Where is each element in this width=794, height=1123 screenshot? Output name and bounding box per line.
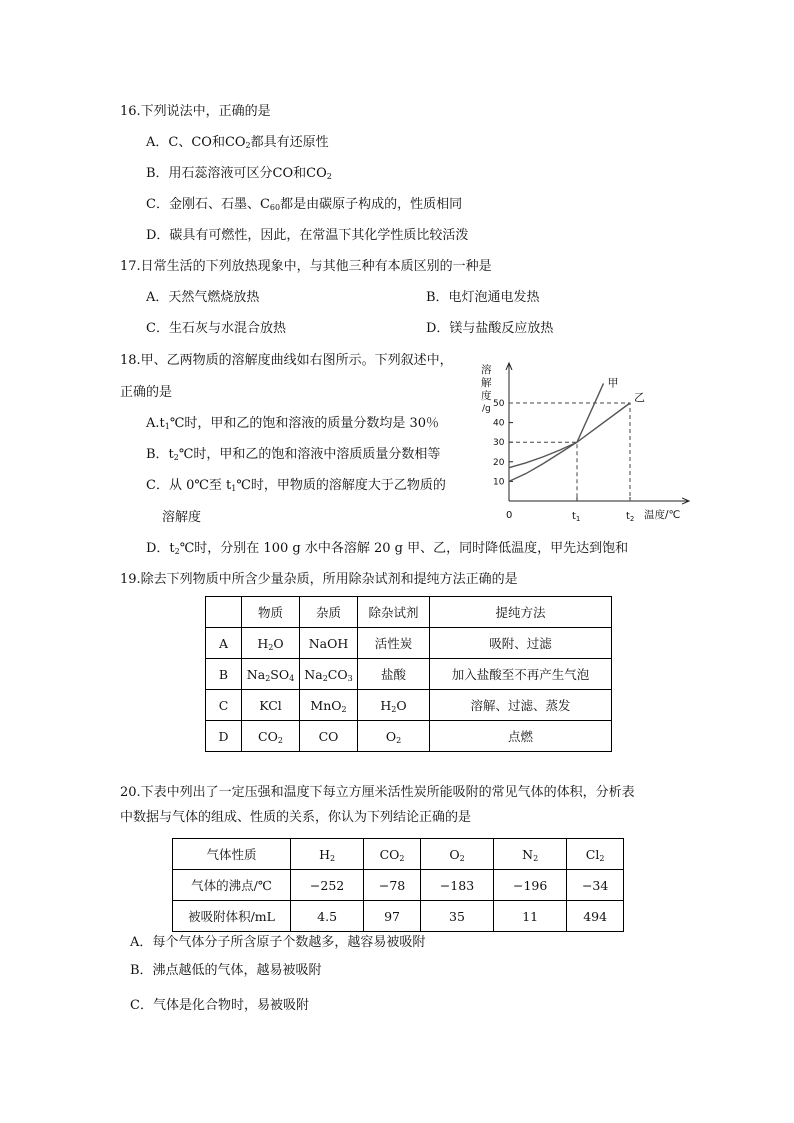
q20-gas-cell: $Cl_2$ xyxy=(567,839,624,870)
q16-option-d: D．碳具有可燃性，因此，在常温下其化学性质比较活泼 xyxy=(146,228,469,243)
q19-table-cell: $Na_2CO_3$ xyxy=(300,659,358,690)
q20-value-cell: −252 xyxy=(291,870,364,901)
q20-row-label: 被吸附体积/mL xyxy=(173,901,291,932)
q20-gas-cell: $CO_2$ xyxy=(364,839,421,870)
x-tick-t2-label: $t_2$ xyxy=(626,511,635,523)
q19-table-cell: $O_2$ xyxy=(358,721,430,752)
q20-value-cell: 494 xyxy=(567,901,624,932)
q19-table-cell: 活性炭 xyxy=(358,628,430,659)
q19-table-cell: KCl xyxy=(242,690,300,721)
q19-header-cell: 杂质 xyxy=(300,597,358,628)
q19-table-cell: C xyxy=(206,690,242,721)
q20-option-a: A．每个气体分子所含原子个数越多，越容易被吸附 xyxy=(130,935,426,950)
q19-table-cell: $H_2O$ xyxy=(358,690,430,721)
ylabel-char-1: 溶 xyxy=(481,364,492,376)
q20-value-cell: 4.5 xyxy=(291,901,364,932)
q19-table-cell: 盐酸 xyxy=(358,659,430,690)
dashed-guide-line xyxy=(509,442,577,501)
y-tick-label: 40 xyxy=(493,418,505,429)
q20-header-row xyxy=(173,839,624,870)
q18-option-c-line2: 溶解度 xyxy=(162,510,202,525)
q20-row-label: 气体的沸点/℃ xyxy=(173,870,291,901)
q19-table-cell: 吸附、过滤 xyxy=(430,628,612,659)
q19-table xyxy=(205,596,612,752)
q19-table-row xyxy=(206,659,612,690)
dashed-guide-line xyxy=(509,403,630,501)
q19-table-cell: A xyxy=(206,628,242,659)
q20-value-cell: −78 xyxy=(364,870,421,901)
q18-stem-line2: 正确的是 xyxy=(120,385,173,400)
q20-value-cell: 35 xyxy=(420,901,493,932)
q16-option-a: A．C、CO和$CO_2$都具有还原性 xyxy=(146,135,329,150)
q20-boiling-row xyxy=(173,870,624,901)
q16-option-b: B．用石蕊溶液可区分CO和$CO_2$ xyxy=(146,166,332,181)
q20-table xyxy=(172,838,624,932)
q19-table-cell: $H_2O$ xyxy=(242,628,300,659)
q20-value-cell: 11 xyxy=(494,901,567,932)
q19-header-row xyxy=(206,597,612,628)
q19-table-row xyxy=(206,628,612,659)
series-label-jia: 甲 xyxy=(607,376,619,390)
q20-stem-line1: 20.下表中列出了一定压强和温度下每立方厘米活性炭所能吸附的常见气体的体积，分析表 xyxy=(120,785,635,800)
ylabel-char-4: /g xyxy=(482,404,491,414)
ylabel-char-3: 度 xyxy=(481,390,492,402)
q20-value-cell: −183 xyxy=(420,870,493,901)
q19-table-cell: 加入盐酸至不再产生气泡 xyxy=(430,659,612,690)
q20-stem-line2: 中数据与气体的组成、性质的关系，你认为下列结论正确的是 xyxy=(120,810,472,825)
q18-option-b: B．$t_2℃$时，甲和乙的饱和溶液中溶质质量分数相等 xyxy=(146,447,441,462)
x-axis-label: 温度/℃ xyxy=(644,509,681,521)
q18-option-d: D．$t_2℃$时，分别在 100 g 水中各溶解 20 g 甲、乙，同时降低温度，甲先达到饱和 xyxy=(146,541,629,556)
q20-value-cell: −34 xyxy=(567,870,624,901)
q19-header-cell xyxy=(206,597,242,628)
q17-option-a: A．天然气燃烧放热 xyxy=(146,290,260,305)
q19-table-row xyxy=(206,721,612,752)
y-tick-label: 10 xyxy=(493,477,505,488)
y-tick-label: 20 xyxy=(493,457,505,468)
q19-table-cell: 点燃 xyxy=(430,721,612,752)
q19-stem: 19.除去下列物质中所含少量杂质，所用除杂试剂和提纯方法正确的是 xyxy=(120,572,518,587)
q18-option-a: $A.t_1℃$时，甲和乙的饱和溶液的质量分数均是 30％ xyxy=(146,416,440,431)
q19-table-row xyxy=(206,690,612,721)
q20-value-cell: 97 xyxy=(364,901,421,932)
q19-table-cell: B xyxy=(206,659,242,690)
q20-value-cell: −196 xyxy=(494,870,567,901)
q20-header-label: 气体性质 xyxy=(173,839,291,870)
q19-header-cell: 除杂试剂 xyxy=(358,597,430,628)
q19-table-cell: NaOH xyxy=(300,628,358,659)
q19-header-cell: 提纯方法 xyxy=(430,597,612,628)
q20-gas-cell: $N_2$ xyxy=(494,839,567,870)
q18-stem-line1: 18.甲、乙两物质的溶解度曲线如右图所示。下列叙述中， xyxy=(120,353,453,368)
q20-option-b: B．沸点越低的气体，越易被吸附 xyxy=(130,963,322,978)
y-tick-label: 30 xyxy=(493,438,505,449)
q20-gas-cell: $H_2$ xyxy=(291,839,364,870)
x-tick-t1-label: $t_1$ xyxy=(572,511,581,523)
q16-option-c: C．金刚石、石墨、$C_{60}$都是由碳原子构成的，性质相同 xyxy=(146,197,463,212)
series-label-yi: 乙 xyxy=(634,391,645,404)
q18-option-c-line1: C．从 0℃至 $t_1℃$时，甲物质的溶解度大于乙物质的 xyxy=(146,478,446,493)
q19-table-cell: CO xyxy=(300,721,358,752)
q19-table-cell: $CO_2$ xyxy=(242,721,300,752)
q19-table-cell: MnO$_2$ xyxy=(300,690,358,721)
q16-stem: 16.下列说法中，正确的是 xyxy=(120,104,271,119)
q17-option-c: C．生石灰与水混合放热 xyxy=(146,321,286,336)
q19-table-cell: D xyxy=(206,721,242,752)
series-curve-yi xyxy=(509,403,630,468)
solubility-chart xyxy=(478,356,698,528)
q17-stem: 17.日常生活的下列放热现象中，与其他三种有本质区别的一种是 xyxy=(120,259,492,274)
y-tick-label: 50 xyxy=(493,399,505,409)
q20-volume-row xyxy=(173,901,624,932)
q20-option-c: C．气体是化合物时，易被吸附 xyxy=(130,998,309,1013)
q17-option-b: B．电灯泡通电发热 xyxy=(426,290,540,305)
q20-gas-cell: $O_2$ xyxy=(420,839,493,870)
q17-option-d: D．镁与盐酸反应放热 xyxy=(426,321,554,336)
ylabel-char-2: 解 xyxy=(481,377,492,389)
q19-header-cell: 物质 xyxy=(242,597,300,628)
q19-table-cell: 溶解、过滤、蒸发 xyxy=(430,690,612,721)
x-origin-label: 0 xyxy=(506,510,513,521)
q19-table-cell: $Na_2SO_4$ xyxy=(242,659,300,690)
